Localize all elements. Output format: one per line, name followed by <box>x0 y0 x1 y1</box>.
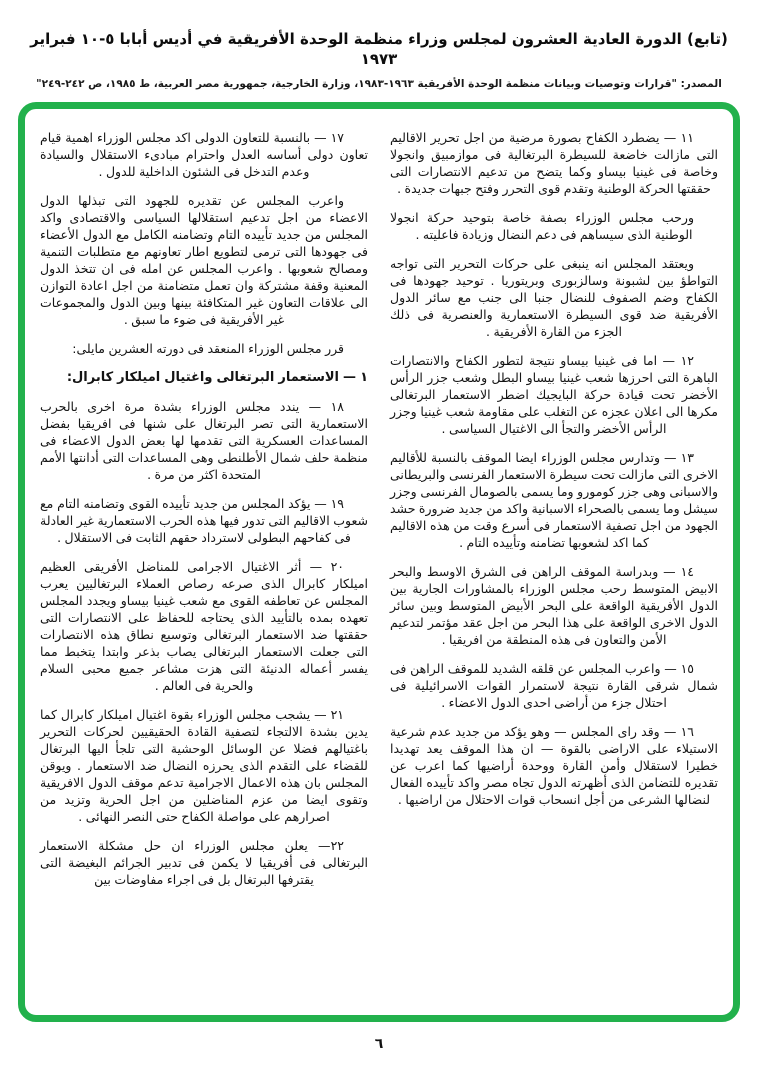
paragraph-item-13: ١٣ — وتدارس مجلس الوزراء ايضا الموقف بالنسبة للأقاليم الاخرى التى مازالت تحت سيطرة الاستعمار الفرنسى والبريطانى والاسبانى وهى جزر كومورو وما يسمى بالصومال الفرنسى وجزر سيشل وما يسمى بالصحراء الاسبانية واكد من جديد ضرورة حشد الجهود من اجل تصفية الاستعمار فى أسرع وقت من هذه الاقاليم كما اكد لشعوبها تضامنه وتأييده التام . <box>390 450 718 550</box>
paragraph-item-19: ١٩ — يؤكد المجلس من جديد تأييده القوى وتضامنه التام مع شعوب الاقاليم التى تدور فيها هذه الحرب الاستعمارية غير العادلة فى كفاحهم البطولى لاسترداد حقهم الثابت فى الاستقلال . <box>40 496 368 545</box>
paragraph-item-12: ١٢ — اما فى غينيا بيساو نتيجة لتطور الكفاح والانتصارات الباهرة التى احرزها شعب غينيا بيساو البطل وشعب جزر الرأس الأخضر تحت قيادة حركة البايجيك اضطر الاستعمار البرتغالى مكرها الى اعلان عجزه عن التغلب على مقاومة شعب غينيا وجزر الرأس الأخضر والتجأ الى الاغتيال السياسى . <box>390 353 718 436</box>
page-title: (تابع) الدورة العادية العشرون لمجلس وزراء منظمة الوحدة الأفريقية في أديس أبابا ٥-١٠ فبراير ١٩٧٣ <box>30 30 728 68</box>
paragraph-item-17: ١٧ — بالنسبة للتعاون الدولى اكد مجلس الوزراء اهمية قيام تعاون دولى أساسه العدل واحترام مبادىء الاستقلال والسيادة وعدم التدخل فى الشئون الداخلية للدول . <box>40 130 368 179</box>
paragraph-item-11-cont-2: ويعتقد المجلس انه ينبغى على حركات التحرير التى تواجه التواطؤ بين لشبونة وسالزبورى وبريتوريا . توحيد جهودها فى الكفاح وضم الصفوف للنضال جنبا الى جنب مع سائر الدول الأفريقية ضد قوى السيطرة الاستعمارية والعنصرية فى ذلك الجزء من القارة الأفريقية . <box>390 256 718 339</box>
paragraph-item-14: ١٤ — وبدراسة الموقف الراهن فى الشرق الاوسط والبحر الابيض المتوسط رحب مجلس الوزراء بالمشاورات الجارية بين الدول الأفريقية الواقعة على البحر الأبيض المتوسط وبين سائر الدول الاخرى الواقعة على هذا البحر من اجل عقد مؤتمر لتدعيم الأمن والتعاون فى هذه المنطقة من افريقيا . <box>390 564 718 647</box>
paragraph-item-20: ٢٠ — أثر الاغتيال الاجرامى للمناضل الأفريقى العظيم اميلكار كابرال الذى صرعه رصاص العملاء البرتغاليين يعرب المجلس عن تعاطفه القوى مع شعب غينيا بيساو ويجدد المجلس تعهده بمده بالتأييد الذى يحتاجه للحفاظ على الانتصارات التى حققتها ضد الاستعمار البرتغالى وتوسيع نطاق هذه الانتصارات التى جعلت الاستعمار البرتغالى يصاب بذعر وابتدا يتخبط مما يفسر أعماله الدنيئة التى هزت مشاعر جميع محبى السلام والحرية فى العالم . <box>40 559 368 693</box>
column-left-items-17-22 <box>40 129 368 1005</box>
decisions-intro-line: قرر مجلس الوزراء المنعقد فى دورته العشرين مايلى: <box>72 341 344 356</box>
paragraph-item-17-cont: واعرب المجلس عن تقديره للجهود التى تبذلها الدول الاعضاء من اجل تدعيم استقلالها السياسى والاقتصادى واكد المجلس من جديد تأييده التام وتضامنه الكامل مع الدول الأعضاء فى جهودها التى ترمى لتطويع اطار تعاونهم مع متطلبات التنمية ومصالح شعوبها . واعرب المجلس عن امله فى ان تتخذ الدول المعنية وقفة مشتركة وان تعمل متضامنة من اجل اعادة التوازن الى علاقات التعاون غير المتكافئة بينها وبين الدول والمجموعات غير الأفريقية فى ضوء ما سبق . <box>40 193 368 327</box>
section-heading-1: ١ — الاستعمار البرتغالى واغتيال اميلكار كابرال: <box>66 370 368 385</box>
paragraph-item-11-cont: ورحب مجلس الوزراء بصفة خاصة بتوحيد حركة انجولا الوطنية الذى سيساهم فى دعم النضال وزيادة فاعليته . <box>390 210 694 242</box>
paragraph-item-16: ١٦ — وقد راى المجلس — وهو يؤكد من جديد عدم شرعية الاستيلاء على الاراضى بالقوة — ان هذا الموقف يعد تهديدا خطيرا لاستقلال وأمن القارة ووحدة أراضيها كما اعرب عن تقديره للتضامن الذى أظهرته الدول تجاه مصر واكد تأييده الفعال لنضالها الشرعى من أجل انسحاب قوات الاحتلال من اراضيها . <box>390 724 718 807</box>
document-header <box>0 0 758 90</box>
paragraph-item-15: ١٥ — واعرب المجلس عن قلقه الشديد للموقف الراهن فى شمال شرقى القارة نتيجة لاستمرار القوات الاسرائيلية فى احتلال جزء من أراضى احدى الدول الاعضاء . <box>390 661 718 710</box>
source-citation: المصدر: "قرارات وتوصيات وبيانات منظمة الوحدة الأفريقية ١٩٦٣-١٩٨٣، وزارة الخارجية، جمهورية مصر العربية، ط ١٩٨٥، ص ٢٤٢-٢٤٩" <box>36 78 722 90</box>
two-column-body <box>40 129 718 1005</box>
paragraph-item-18: ١٨ — يندد مجلس الوزراء بشدة مرة اخرى بالحرب الاستعمارية التى تصر البرتغال على شنها فى افريقيا بفضل المساعدات العسكرية التى تقدمها لها بعض الدول الاعضاء فى منظمة حلف شمال الأطلنطى وهى المساعدات التى أدانتها الأمم المتحدة اكثر من مرة . <box>40 399 368 482</box>
column-right-items-11-16 <box>390 129 718 1005</box>
paragraph-item-21: ٢١ — يشجب مجلس الوزراء بقوة اغتيال اميلكار كابرال كما يدين بشدة الالتجاء لتصفية القادة الحقيقيين لحركات التحرير باغتيالهم فضلا عن الوسائل الوحشية التى تلجأ اليها البرتغال للقضاء على التقدم الذى يحرزه النضال ضد الاستعمار . ويوقن المجلس بان هذه الاعمال الاجرامية تدعم موقف الدول الافريقية وتقوى ايضا من عزم المناضلين من اجل الحرية وتزيد من اصرارهم على مواصلة الكفاح حتى النصر النهائى . <box>40 707 368 824</box>
page-number: ٦ <box>374 1036 384 1052</box>
paragraph-item-22: ٢٢— يعلن مجلس الوزراء ان حل مشكلة الاستعمار البرتغالى فى أفريقيا لا يكمن فى تدبير الجرائم البغيضة التى يقترفها البرتغال بل فى اجراء مفاوضات بين <box>40 838 368 887</box>
paragraph-item-11: ١١ — يضطرد الكفاح بصورة مرضية من اجل تحرير الاقاليم التى مازالت خاضعة للسيطرة البرتغالية فى موازمبيق وانجولا وخاصة فى غينيا بيساو وكما يتضح من تدعيم الانتصارات التى حققتها الحركة الوطنية وتقدم قوى التحرر وفتح جبهات جديدة . <box>390 130 718 196</box>
green-border-frame <box>18 102 740 1022</box>
